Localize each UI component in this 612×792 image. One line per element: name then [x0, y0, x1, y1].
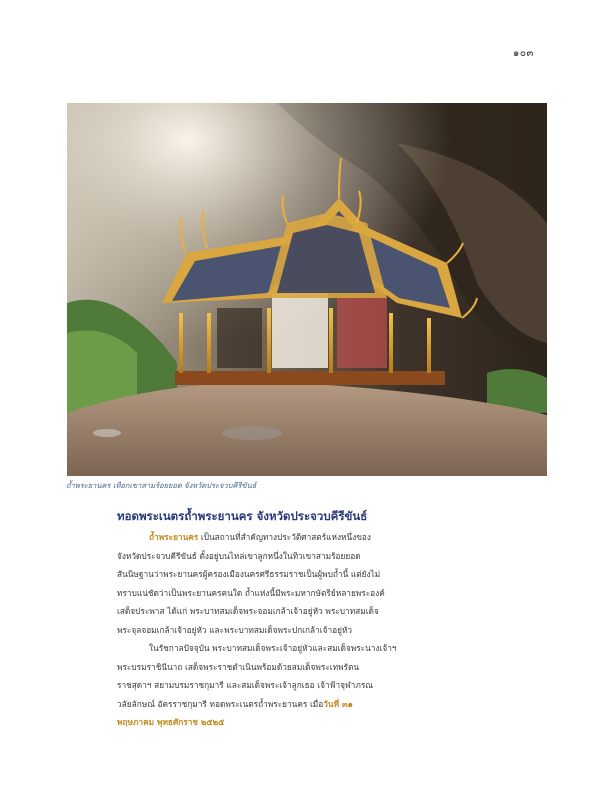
photo-illustration	[67, 103, 547, 476]
paragraph-1-line: พระจุลจอมเกล้าเจ้าอยู่หัว และพระบาทสมเด็จพระปกเกล้าเจ้าอยู่หัว	[117, 624, 353, 635]
paragraph-2-line	[117, 695, 435, 714]
paragraph-1-line: สันนิษฐานว่าพระยานครผู้ครองเมืองนครศรีธรรมราชเป็นผู้พบถ้ำนี้ แต่ยังไม่	[117, 569, 381, 580]
date-highlight: วันที่ ๓๑	[323, 698, 353, 709]
paragraph-1-line: จังหวัดประจวบคีรีขันธ์ ตั้งอยู่บนไหล่เขาลูกหนึ่งในทิวเขาสามร้อยยอด	[117, 550, 361, 561]
paragraph-2	[117, 639, 435, 732]
section-heading: ทอดพระเนตรถ้ำพระยานคร จังหวัดประจวบคีรีขันธ์	[117, 509, 368, 523]
paragraph-1-line	[117, 528, 435, 547]
paragraph-2-line: พระบรมราชินีนาถ เสด็จพระราชดำเนินพร้อมด้วยสมเด็จพระเทพรัตน	[117, 661, 360, 672]
date-highlight: พฤษภาคม พุทธศักราช ๒๕๒๕	[117, 717, 225, 728]
paragraph-2-line-4-text: วลัยลักษณ์ อัครราชกุมารี ทอดพระเนตรถ้ำพระยานคร เมื่อ	[117, 698, 324, 709]
paragraph-1-line-1-text: เป็นสถานที่สำคัญทางประวัติศาสตร์แห่งหนึ่งของ	[198, 532, 371, 542]
cave-pavilion-photo	[67, 103, 547, 476]
page-number: ๑๐๓	[513, 48, 534, 59]
paragraph-1	[117, 528, 435, 640]
paragraph-2-line: ราชสุดาฯ สยามบรมราชกุมารี และสมเด็จพระเจ้าลูกเธอ เจ้าฟ้าจุฬาภรณ	[117, 680, 373, 691]
highlight-term: ถ้ำพระยานคร	[149, 532, 199, 542]
paragraph-1-line: เสด็จประพาส ได้แก่ พระบาทสมเด็จพระจอมเกล้าเจ้าอยู่หัว พระบาทสมเด็จ	[117, 606, 379, 617]
paragraph-1-line: ทราบแน่ชัดว่าเป็นพระยานครคนใด ถ้ำแห่งนี้มีพระมหากษัตริย์หลายพระองค์	[117, 587, 385, 598]
photo-caption: ถ้ำพระยานคร เทือกเขาสามร้อยยอด จังหวัดประจวบคีรีขันธ์	[66, 481, 257, 490]
paragraph-2-line: ในรัชกาลปัจจุบัน พระบาทสมเด็จพระเจ้าอยู่หัวและสมเด็จพระนางเจ้าฯ	[149, 643, 397, 653]
